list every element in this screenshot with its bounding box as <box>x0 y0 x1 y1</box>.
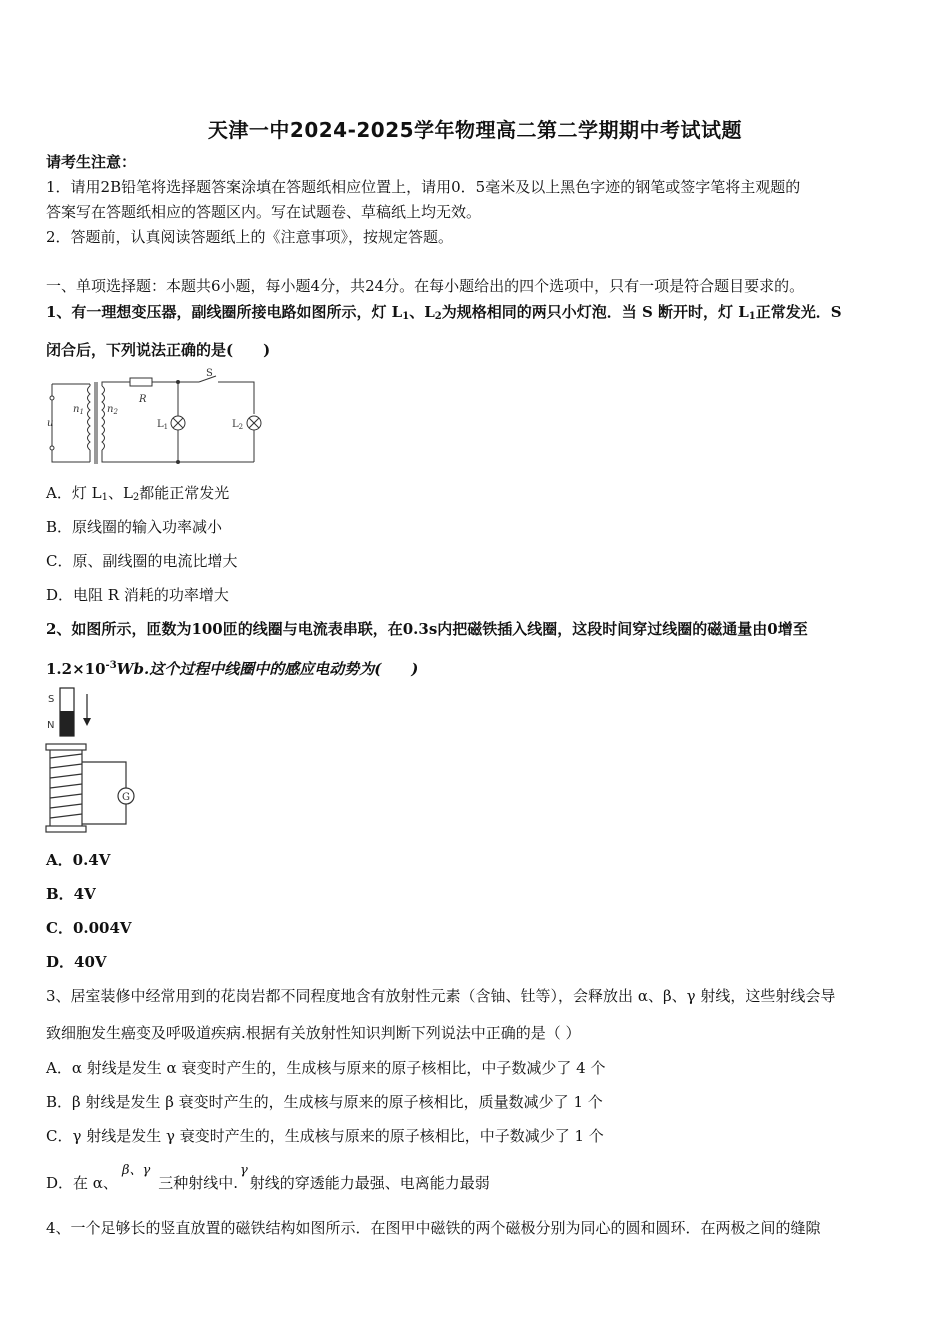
svg-text:L2: $L_2$ <box>232 419 244 431</box>
q2-stem-line-2: $1.2\times 10^{-3}Wb$.这个过程中线圈中的感应电动势为( ) <box>46 660 419 678</box>
q2-option-c[interactable]: C．0.004V <box>46 919 132 937</box>
q3-stem-line-2: 致细胞发生癌变及呼吸道疾病.根据有关放射性知识判断下列说法中正确的是（ ） <box>46 1024 581 1042</box>
q1-option-c[interactable]: C．原、副线圈的电流比增大 <box>46 552 238 570</box>
svg-text:n1: $n_1$ <box>73 404 84 416</box>
fig-label-S: S <box>206 368 213 379</box>
q2-option-b[interactable]: B．4V <box>46 885 96 903</box>
svg-text:L1: $L_1$ <box>157 419 169 431</box>
notice-line-1: 1．请用2B铅笔将选择题答案涂填在答题纸相应位置上，请用0．5毫米及以上黑色字迹的钢笔或签字笔将主观题的 <box>46 178 801 196</box>
q4-stem-line-1: 4、一个足够长的竖直放置的磁铁结构如图所示．在图甲中磁铁的两个磁极分别为同心的圆和圆环．在两极之间的缝隙 <box>46 1219 821 1237</box>
q3-option-d[interactable]: D．在 α、β、γ三种射线中.γ射线的穿透能力最强、电离能力最弱 <box>46 1163 490 1192</box>
magnet-label-N: N <box>47 720 55 731</box>
notice-heading: 请考生注意： <box>46 153 137 171</box>
notice-line-2: 答案写在答题纸相应的答题区内。写在试题卷、草稿纸上均无效。 <box>46 203 482 221</box>
fig-label-u: u <box>47 418 54 429</box>
fig-label-R: R <box>139 394 147 405</box>
q2-stem-line-1: 2、如图所示，匝数为100匝的线圈与电流表串联，在0.3s内把磁铁插入线圈，这段时间穿过线圈的磁通量由0增至 <box>46 620 808 638</box>
notice-line-3: 2．答题前，认真阅读答题纸上的《注意事项》，按规定答题。 <box>46 228 454 246</box>
q1-option-d[interactable]: D．电阻 R 消耗的功率增大 <box>46 586 229 604</box>
q3-option-a[interactable]: A．α 射线是发生 α 衰变时产生的，生成核与原来的原子核相比，中子数减少了 4 个 <box>46 1059 606 1077</box>
fig-label-n1: n <box>73 404 80 415</box>
page-title: 天津一中2024-2025学年物理高二第二学期期中考试试题 <box>207 118 743 142</box>
q2-option-a[interactable]: A．0.4V <box>46 851 111 869</box>
q3-stem-line-1: 3、居室装修中经常用到的花岗岩都不同程度地含有放射性元素（含铀、钍等），会释放出 α、β、γ 射线，这些射线会导 <box>46 987 836 1005</box>
q1-stem-line-1: 1、有一理想变压器，副线圈所接电路如图所示，灯 $L_1$、$L_2$为规格相同的两只小灯泡．当 S 断开时，灯 $L_1$正常发光．S <box>46 303 842 322</box>
q2-option-d[interactable]: D．40V <box>46 953 107 971</box>
magnet-label-S: S <box>48 694 55 705</box>
q1-transformer-circuit-figure <box>44 368 266 468</box>
q1-option-a[interactable]: A．灯 $L_1$、$L_2$都能正常发光 <box>46 484 230 503</box>
fig-label-n2: n <box>107 404 114 415</box>
q2-magnet-coil-figure <box>42 684 142 838</box>
q3-option-b[interactable]: B．β 射线是发生 β 衰变时产生的，生成核与原来的原子核相比，质量数减少了 1 个 <box>46 1093 603 1111</box>
q3-option-c[interactable]: C．γ 射线是发生 γ 衰变时产生的，生成核与原来的原子核相比，中子数减少了 1 个 <box>46 1127 604 1145</box>
q1-stem-line-2: 闭合后，下列说法正确的是( ) <box>46 341 271 359</box>
q1-option-b[interactable]: B．原线圈的输入功率减小 <box>46 518 223 536</box>
section-heading: 一、单项选择题：本题共6小题，每小题4分，共24分。在每小题给出的四个选项中，只有一项是符合题目要求的。 <box>46 277 805 295</box>
galvanometer-label: G <box>122 792 130 803</box>
svg-text:n2: $n_2$ <box>107 404 118 416</box>
fig-label-L1: L <box>157 419 164 430</box>
fig-label-L2: L <box>232 419 239 430</box>
